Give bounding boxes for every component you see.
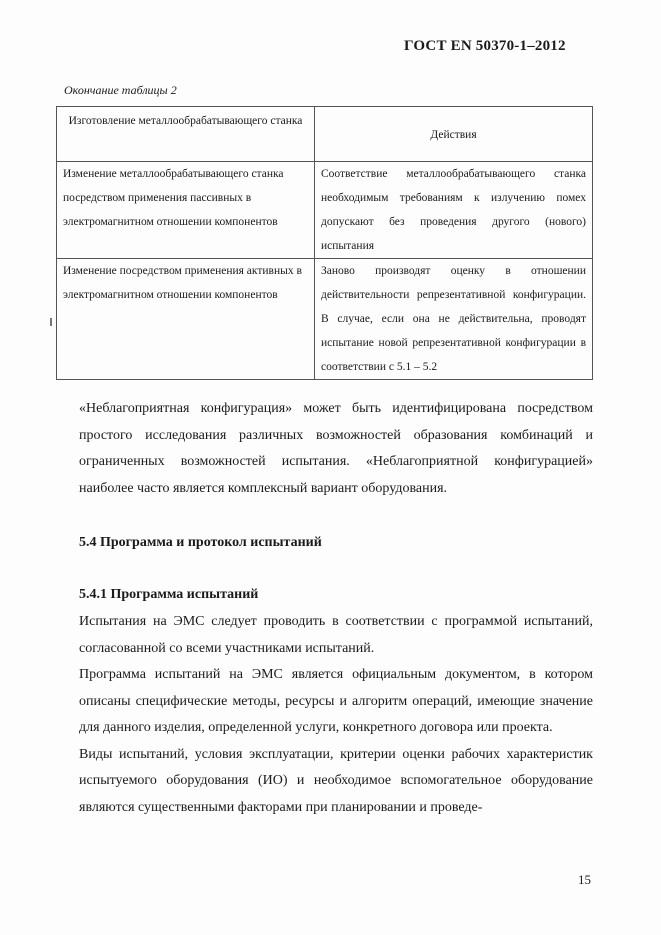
paragraph: Программа испытаний на ЭМС является официальным документом, в котором описаны специфические методы, ресурсы и алгоритм операций, имеющие значение для данного изделия, определенной услуги, конкретного договора или проекта.	[79, 667, 593, 735]
table-cell-change: Изменение металлообрабатывающего станка посредством применения пассивных в электромагнитном отношении компонентов	[57, 162, 315, 259]
section-title-5-4: 5.4 Программа и протокол испытаний	[79, 535, 322, 550]
table-cell-action: Соответствие металлообрабатывающего станка необходимым требованиям к излучению помех допускают без проведения другого (нового) испытания	[315, 162, 593, 259]
paragraph: Испытания на ЭМС следует проводить в соответствии с программой испытаний, согласованной со всеми участниками испытаний.	[79, 614, 593, 656]
paragraph-unfavorable-configuration	[79, 396, 593, 502]
column-header-actions: Действия	[315, 107, 593, 162]
table-header-row	[57, 107, 593, 162]
paragraph: Виды испытаний, условия эксплуатации, критерии оценки рабочих характеристик испытуемого оборудования (ИО) и необходимое вспомогательное оборудование являются существенными факторами при планировании и проведе-	[79, 746, 593, 815]
section-5-4-1-body	[79, 609, 593, 821]
paragraph: «Неблагоприятная конфигурация» может быть идентифицирована посредством простого исследования различных возможностей образования комбинаций и ограниченных возможностей испытания. «Неблагоприятной конфигурацией» наиболее часто является комплексный вариант оборудования.	[79, 401, 593, 496]
table-2-end	[56, 106, 593, 380]
column-header-machine-change: Изготовление металлообрабатывающего станка	[57, 107, 315, 162]
page-header-standard-code: ГОСТ EN 50370-1–2012	[404, 38, 566, 54]
table-row	[57, 162, 593, 259]
table-cell-action: Заново производят оценку в отношении действительности репрезентативной конфигурации. В случае, если она не действительна, проводят испытание новой репрезентативной конфигурации в соответствии с 5.1 – 5.2	[315, 259, 593, 380]
table-row	[57, 259, 593, 380]
page-number: 15	[578, 872, 591, 887]
table-caption: Окончание таблицы 2	[64, 83, 177, 97]
section-title-5-4-1: 5.4.1 Программа испытаний	[79, 587, 259, 602]
margin-mark	[50, 318, 52, 326]
table-cell-change: Изменение посредством применения активных в электромагнитном отношении компонентов	[57, 259, 315, 380]
